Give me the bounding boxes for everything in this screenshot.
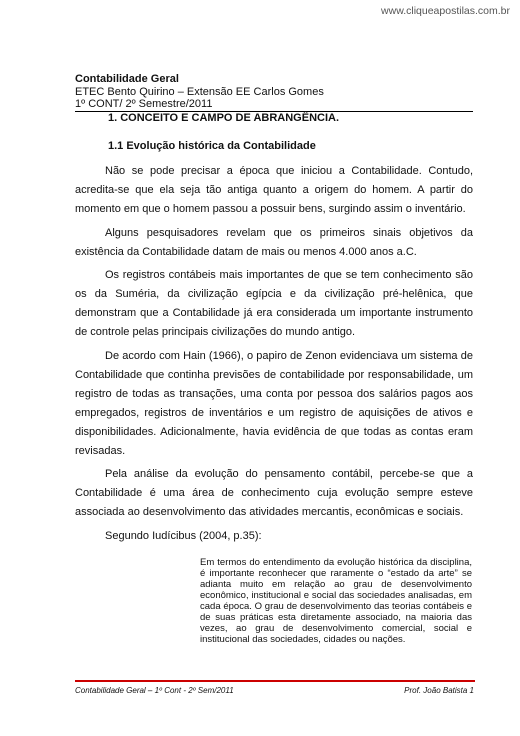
paragraph: Não se pode precisar a época que iniciou a Contabilidade. Contudo, acredita-se que ela seja tão antiga quanto a origem do homem. A partir do momento em que o homem passou a possuir bens, surgindo assim o inventário. — [75, 165, 473, 215]
footer-course: Contabilidade Geral – 1º Cont - 2º Sem/2011 — [75, 686, 234, 695]
subsection-heading: 1.1 Evolução histórica da Contabilidade — [108, 140, 316, 152]
document-header — [75, 73, 324, 111]
paragraph: Alguns pesquisadores revelam que os primeiros sinais objetivos da existência da Contabilidade datam de mais ou menos 4.000 anos a.C. — [75, 227, 473, 258]
section-heading: 1. CONCEITO E CAMPO DE ABRANGÊNCIA. — [108, 112, 340, 124]
footer-author-page: Prof. João Batista 1 — [404, 686, 474, 695]
paragraph: Pela análise da evolução do pensamento contábil, percebe-se que a Contabilidade é uma área de conhecimento cuja evolução sempre esteve associada ao desenvolvimento das atividades mercantis, econômicas e sociais. — [75, 468, 473, 518]
citation-intro: Segundo Iudícibus (2004, p.35): — [105, 530, 262, 542]
footer-rule — [75, 680, 475, 682]
class-line: 1º CONT/ 2º Semestre/2011 — [75, 98, 213, 110]
watermark-url: www.cliqueapostilas.com.br — [381, 5, 510, 17]
block-quote: Em termos do entendimento da evolução histórica da disciplina, é importante reconhecer que raramente o “estado da arte” se adianta muito em relação ao grau de desenvolvimento econômico, institucional e social das sociedades analisadas, em cada época. O grau de desenvolvimento das teorias contábeis e de suas práticas esta diretamente associado, na maioria das vezes, ao grau de desenvolvimento comercial, social e institucional das sociedades, cidades ou nações. — [200, 557, 472, 645]
course-title: Contabilidade Geral — [75, 73, 179, 85]
paragraph: Os registros contábeis mais importantes de que se tem conhecimento são os da Suméria, da civilização egípcia e da civilização pré-helênica, que demonstram que a Contabilidade já era considerada um importante instrumento de controle pelas principais civilizações do mundo antigo. — [75, 269, 473, 338]
school-line: ETEC Bento Quirino – Extensão EE Carlos Gomes — [75, 85, 324, 98]
paragraph: De acordo com Hain (1966), o papiro de Zenon evidenciava um sistema de Contabilidade que continha previsões de contabilidade por responsabilidade, um registro de todas as transações, uma conta por pessoa dos salários pagos aos empregados, registros de inventários e um registro de aquisições de ativos e disponibilidades. Adicionalmente, havia evidência de que todas as contas eram revisadas. — [75, 350, 473, 457]
